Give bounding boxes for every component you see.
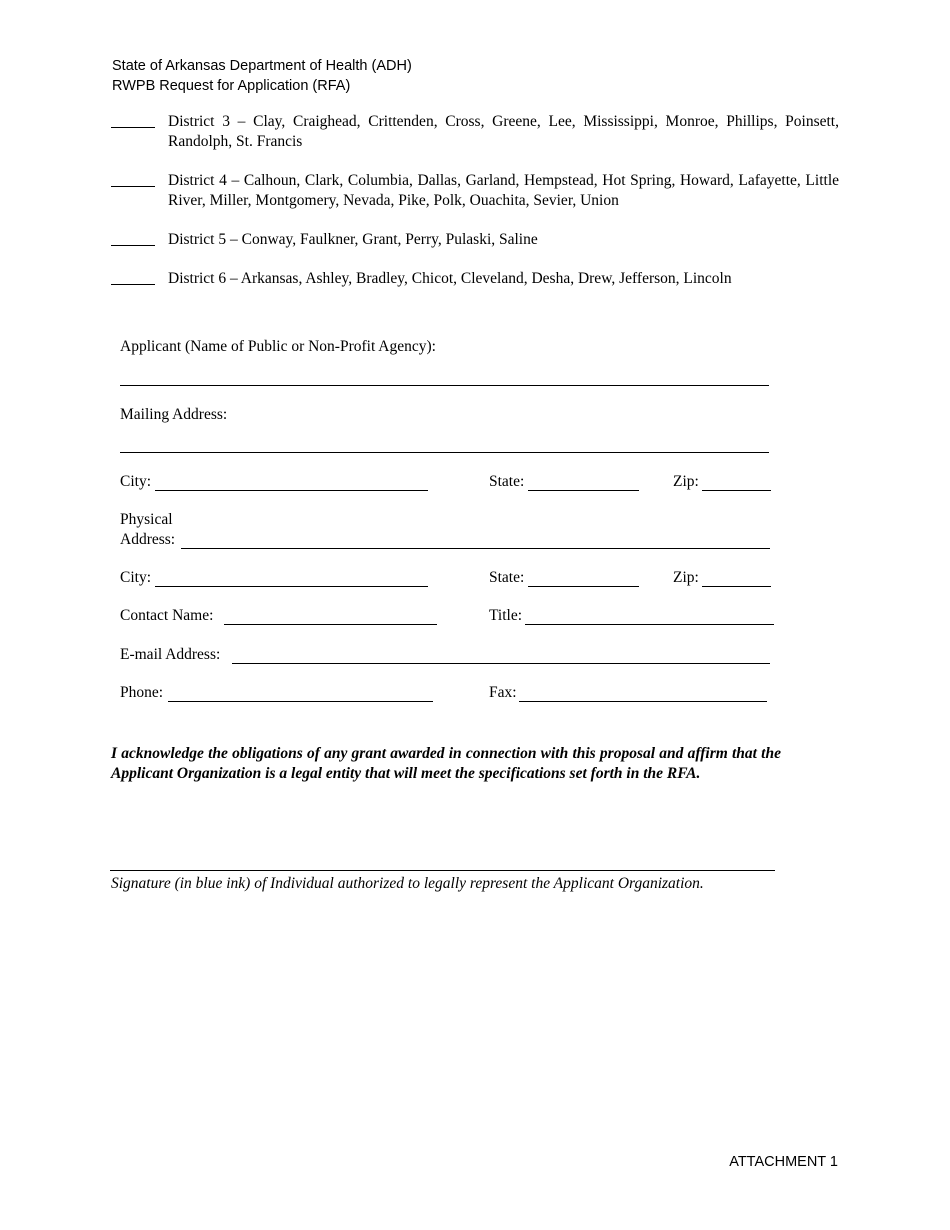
district-selection-blank[interactable] [111,186,155,187]
physical-state-label: State: [489,569,525,586]
contact-name-field[interactable] [224,624,437,625]
mailing-address-label: Mailing Address: [120,406,228,423]
title-label: Title: [489,607,523,624]
physical-zip-label: Zip: [673,569,699,586]
district-option-5[interactable] [111,230,839,250]
signature-caption: Signature (in blue ink) of Individual authorized to legally represent the Applicant Organization. [111,875,704,892]
physical-address-label-line1: Physical [120,511,173,528]
district-selection-blank[interactable] [111,245,155,246]
mailing-city-field[interactable] [155,490,428,491]
attachment-label: ATTACHMENT 1 [729,1154,838,1170]
physical-address-field[interactable] [181,548,770,549]
district-selection-blank[interactable] [111,127,155,128]
mailing-zip-label: Zip: [673,473,699,490]
district-description: District 5 – Conway, Faulkner, Grant, Perry, Pulaski, Saline [168,231,538,248]
mailing-city-label: City: [120,473,152,490]
mailing-state-label: State: [489,473,525,490]
physical-address-label-line2: Address: [120,531,176,548]
phone-label: Phone: [120,684,164,701]
title-field[interactable] [525,624,774,625]
physical-city-field[interactable] [155,586,428,587]
physical-city-label: City: [120,569,152,586]
applicant-name-field[interactable] [120,385,769,386]
contact-name-label: Contact Name: [120,607,214,624]
district-selection-blank[interactable] [111,284,155,285]
applicant-label: Applicant (Name of Public or Non-Profit Agency): [120,338,436,355]
physical-zip-field[interactable] [702,586,771,587]
mailing-state-field[interactable] [528,490,639,491]
fax-field[interactable] [519,701,767,702]
phone-field[interactable] [168,701,433,702]
document-header-subtitle: RWPB Request for Application (RFA) [112,78,351,94]
signature-field[interactable] [110,870,775,871]
mailing-address-field[interactable] [120,452,769,453]
physical-state-field[interactable] [528,586,639,587]
district-option-6[interactable] [111,269,839,289]
email-label: E-mail Address: [120,646,221,663]
document-header-title: State of Arkansas Department of Health (ADH) [112,58,412,74]
district-option-3[interactable] [111,112,839,152]
district-description: District 6 – Arkansas, Ashley, Bradley, Chicot, Cleveland, Desha, Drew, Jefferson, Lincoln [168,270,732,287]
fax-label: Fax: [489,684,517,701]
district-description: District 4 – Calhoun, Clark, Columbia, Dallas, Garland, Hempstead, Hot Spring, Howard, Lafayette, Little River, Miller, Montgomery, Nevada, Pike, Polk, Ouachita, Sevier, Union [168,172,839,209]
mailing-zip-field[interactable] [702,490,771,491]
email-field[interactable] [232,663,770,664]
acknowledgement-statement: I acknowledge the obligations of any grant awarded in connection with this proposal and affirm that the Applicant Organization is a legal entity that will meet the specifications set forth in the RFA. [111,745,781,782]
district-option-4[interactable] [111,171,839,211]
district-description: District 3 – Clay, Craighead, Crittenden, Cross, Greene, Lee, Mississippi, Monroe, Phillips, Poinsett, Randolph, St. Francis [168,113,839,150]
